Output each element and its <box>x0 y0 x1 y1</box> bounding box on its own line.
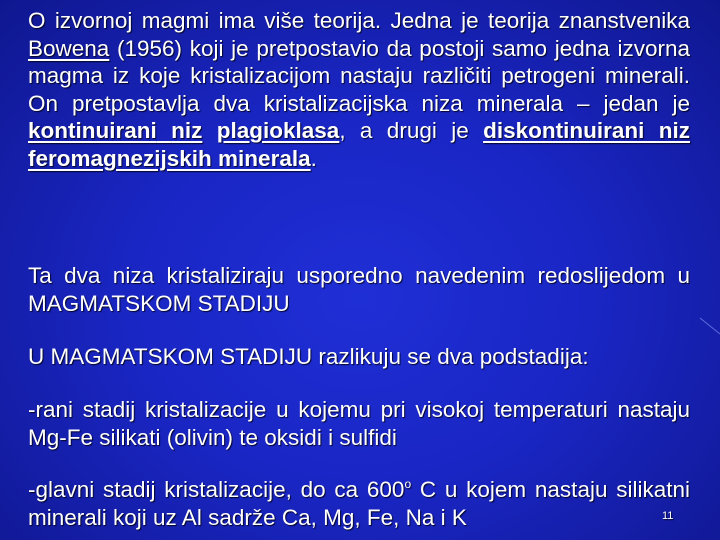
niz-term: niz <box>171 118 203 143</box>
paragraph-crystallization-order: Ta dva niza kristaliziraju usporedno navedenim redoslijedom u MAGMATSKOM STADIJU <box>28 263 690 316</box>
kontinuirani-term: kontinuirani <box>28 118 157 143</box>
p5-text-b: C u kojem nastaju silikatni minerali koji uz Al sadrže Ca, Mg, Fe, Na i K <box>28 477 690 530</box>
p1-text-d: . <box>310 145 317 171</box>
p1-text-b: (1956) koji je pretpostavio da postoji samo jedna izvorna magma iz koje kristalizacijom nastaju različiti petrogeni minerali. On pretpostavlja dva kristalizacijska niza minerala – jedan je <box>28 35 690 116</box>
space-underlined <box>157 118 171 143</box>
p1-text-c: , a drugi je <box>339 118 484 143</box>
degree-symbol: o <box>404 477 412 491</box>
bowen-link: Bowena <box>28 35 110 61</box>
paragraph-early-stage: -rani stadij kristalizacije u kojemu pri visokoj temperaturi nastaju Mg-Fe silikati (olivin) te oksidi i sulfidi <box>28 397 690 450</box>
paragraph-substages-heading: U MAGMATSKOM STADIJU razlikuju se dva podstadija: <box>28 344 589 369</box>
p1-text-a: O izvornoj magmi ima više teorija. Jedna je teorija znanstvenika <box>28 8 690 33</box>
plagioklasa-term: plagioklasa <box>216 118 340 143</box>
paragraph-bowen-theory <box>28 7 690 172</box>
p5-text-a: -glavni stadij kristalizacije, do ca 600 <box>28 477 405 502</box>
space-plain-2 <box>202 118 216 143</box>
slide-number: 11 <box>662 510 674 522</box>
paragraph-main-stage <box>28 476 690 531</box>
diskontinuirani-term: diskontinuirani niz feromagnezijskih minerala <box>28 118 690 171</box>
